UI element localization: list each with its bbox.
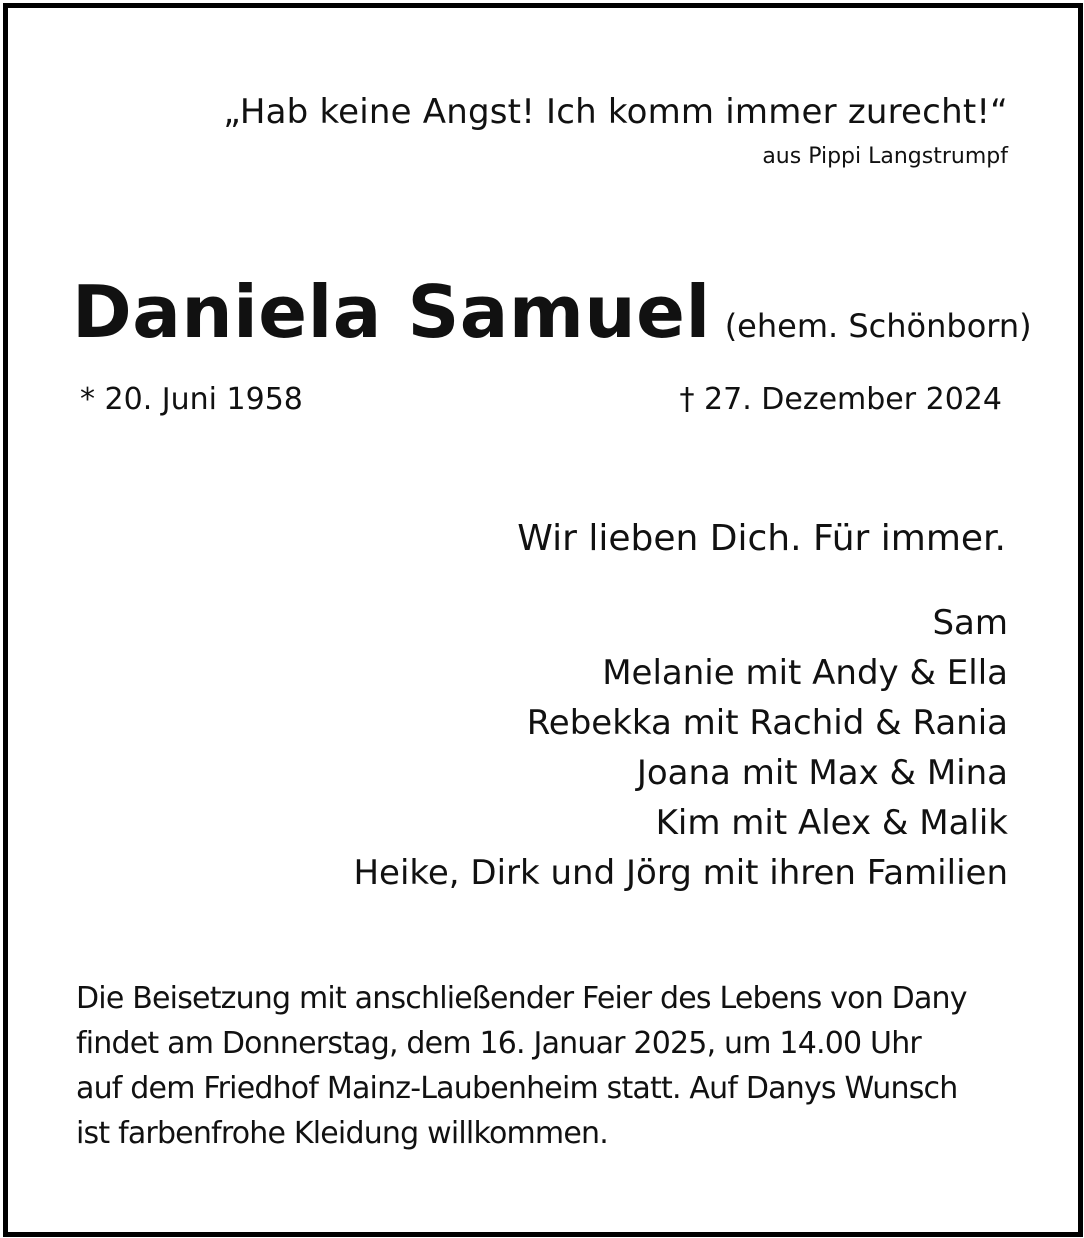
mourner-line: Sam xyxy=(932,603,1008,643)
funeral-line: auf dem Friedhof Mainz-Laubenheim statt. Auf Danys Wunsch xyxy=(76,1071,958,1106)
death-date: † 27. Dezember 2024 xyxy=(679,382,1002,417)
mourner-line: Rebekka mit Rachid & Rania xyxy=(526,703,1008,743)
quote-text: „Hab keine Angst! Ich komm immer zurecht!“ xyxy=(223,92,1008,132)
quote-source: aus Pippi Langstrumpf xyxy=(762,144,1008,169)
mourner-line: Kim mit Alex & Malik xyxy=(655,803,1008,843)
funeral-notice xyxy=(76,976,1016,1156)
mourners-list xyxy=(353,598,1008,898)
mourner-line: Melanie mit Andy & Ella xyxy=(602,653,1008,693)
name-line xyxy=(72,270,1032,354)
mourner-line: Joana mit Max & Mina xyxy=(636,753,1008,793)
mourner-line: Heike, Dirk und Jörg mit ihren Familien xyxy=(353,853,1008,893)
maiden-name: (ehem. Schönborn) xyxy=(724,307,1032,345)
birth-date: * 20. Juni 1958 xyxy=(80,382,303,417)
love-message: Wir lieben Dich. Für immer. xyxy=(517,518,1006,559)
funeral-line: findet am Donnerstag, dem 16. Januar 2025, um 14.00 Uhr xyxy=(76,1026,921,1061)
funeral-line: Die Beisetzung mit anschließender Feier des Lebens von Dany xyxy=(76,981,967,1016)
deceased-name: Daniela Samuel xyxy=(72,270,711,354)
funeral-line: ist farbenfrohe Kleidung willkommen. xyxy=(76,1116,608,1151)
